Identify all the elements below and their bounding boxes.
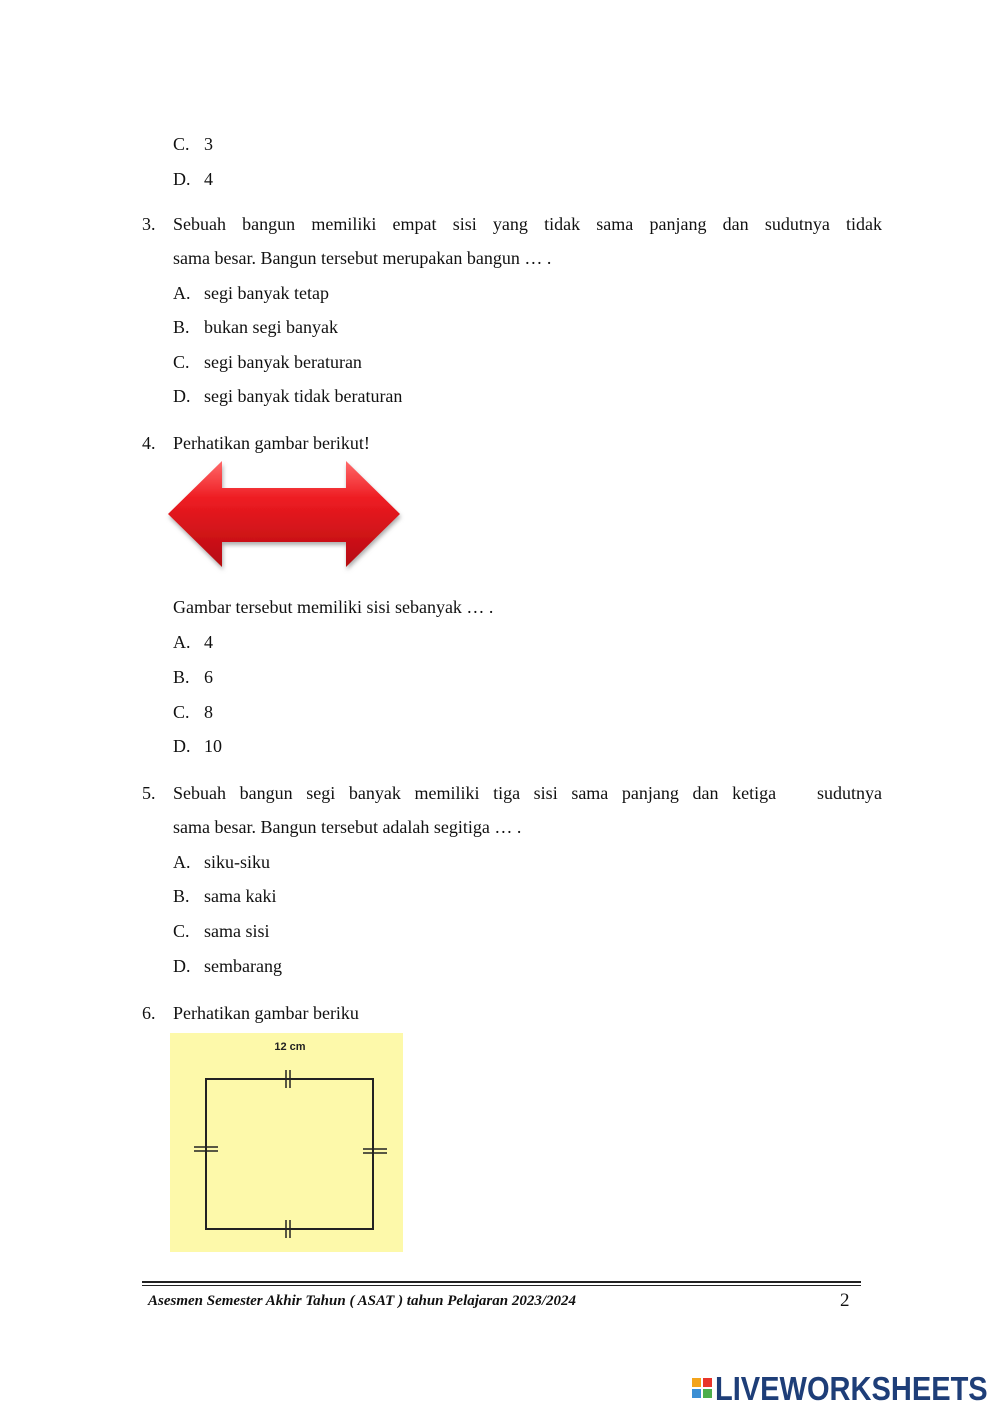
q4-number: 4. [142,433,156,453]
q3-number: 3. [142,214,156,234]
square-side-label: 12 cm [274,1041,306,1053]
q4-prompt: Perhatikan gambar berikut! [173,433,370,453]
footer-rule-thick [142,1281,861,1283]
q5-text-line2: sama besar. Bangun tersebut adalah segitiga … . [173,817,522,837]
q6-prompt: Perhatikan gambar beriku [173,1003,359,1023]
q4-option-d: D. 10 [173,736,222,756]
q2-option-d: D. 4 [173,169,213,189]
footer-rule-thin [142,1285,861,1286]
q5-option-c: C. sama sisi [173,921,270,941]
liveworksheets-brand[interactable]: LIVEWORKSHEETS [715,1370,988,1407]
double-arrow-figure [165,458,405,576]
liveworksheets-logo-icon [692,1378,712,1398]
square-outline [206,1079,373,1229]
q4-option-b: B. 6 [173,667,213,687]
q5-option-a: A. siku-siku [173,852,271,872]
arrow-shape [168,461,400,567]
q3-text-line2: sama besar. Bangun tersebut merupakan bangun … . [173,248,552,268]
q5-option-b: B. sama kaki [173,886,277,906]
q4-question: Gambar tersebut memiliki sisi sebanyak … . [173,597,494,617]
q3-option-c: C. segi banyak beraturan [173,352,362,372]
q3-option-a: A. segi banyak tetap [173,283,329,303]
square-figure [170,1033,403,1252]
square-drawing [170,1033,403,1252]
q5-number: 5. [142,783,156,803]
q2-option-c: C. 3 [173,134,213,154]
page-number: 2 [840,1290,850,1311]
q5-text-line1: Sebuah bangun segi banyak memiliki tiga sisi sama panjang dan ketiga sudutnya [173,783,882,803]
footer-title: Asesmen Semester Akhir Tahun ( ASAT ) tahun Pelajaran 2023/2024 [148,1293,577,1309]
q5-option-d: D. sembarang [173,956,282,976]
q3-option-b: B. bukan segi banyak [173,317,338,337]
q4-option-c: C. 8 [173,702,213,722]
q6-number: 6. [142,1003,156,1023]
q3-text-line1: Sebuah bangun memiliki empat sisi yang tidak sama panjang dan sudutnya tidak [173,214,882,234]
q3-option-d: D. segi banyak tidak beraturan [173,386,403,406]
q4-option-a: A. 4 [173,632,213,652]
